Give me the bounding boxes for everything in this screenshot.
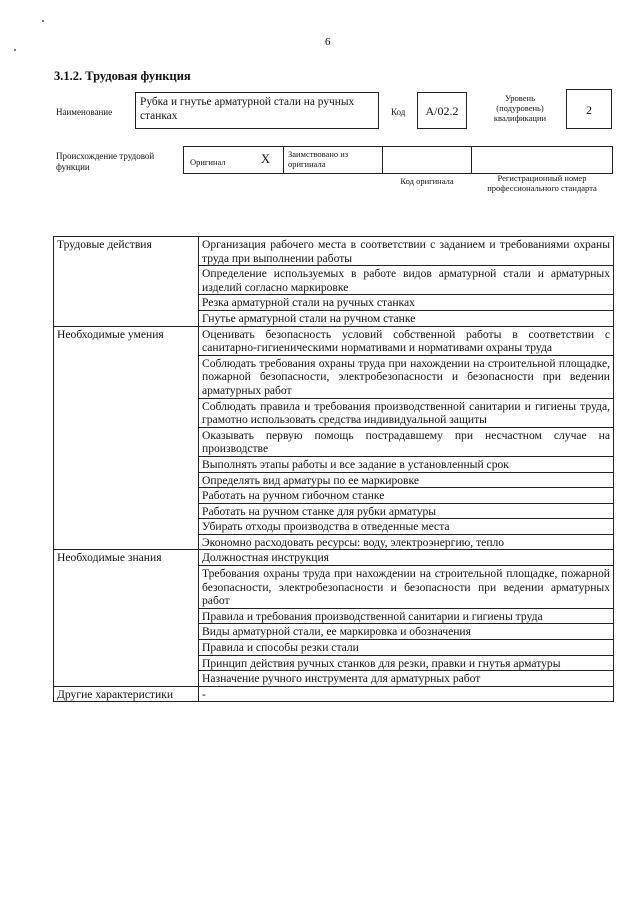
table-cell: Соблюдать правила и требования производственной санитарии и гигиены труда, грамотно использовать средства индивидуальной защиты bbox=[199, 398, 614, 427]
labor-function-table bbox=[53, 236, 614, 702]
section-title: 3.1.2. Трудовая функция bbox=[54, 69, 191, 83]
name-field bbox=[135, 92, 379, 129]
table-cell: Выполнять этапы работы и все задание в установленный срок bbox=[199, 456, 614, 472]
table-cell: Назначение ручного инструмента для арматурных работ bbox=[199, 671, 614, 687]
code-field bbox=[417, 92, 467, 129]
table-cell: - bbox=[199, 686, 614, 702]
reg-number-caption: Регистрационный номер профессионального стандарта bbox=[487, 173, 597, 193]
borrowed-label: Заимствовано из оригинала bbox=[288, 149, 349, 169]
table-cell: Экономно расходовать ресурсы: воду, электроэнергию, тепло bbox=[199, 534, 614, 550]
table-cell: Определение используемых в работе видов арматурной стали и арматурных изделий согласно маркировке bbox=[199, 266, 614, 295]
table-row bbox=[54, 550, 614, 566]
name-label: Наименование bbox=[56, 107, 113, 117]
section-heading: Необходимые знания bbox=[54, 550, 199, 686]
code-label: Код bbox=[391, 107, 406, 117]
table-cell: Должностная инструкция bbox=[199, 550, 614, 566]
table-cell: Виды арматурной стали, ее маркировка и обозначения bbox=[199, 624, 614, 640]
level-field bbox=[566, 89, 612, 129]
table-cell: Работать на ручном гибочном станке bbox=[199, 488, 614, 504]
original-label: Оригинал bbox=[190, 157, 226, 167]
origin-table bbox=[183, 146, 613, 174]
table-cell: Гнутье арматурной стали на ручном станке bbox=[199, 310, 614, 326]
page-number: 6 bbox=[325, 36, 331, 48]
table-cell: Требования охраны труда при нахождении на строительной площадке, пожарной безопасности, электробезопасности и безопасности при ведении арматурных работ bbox=[199, 566, 614, 609]
name-value: Рубка и гнутье арматурной стали на ручных станках bbox=[140, 96, 355, 122]
table-row bbox=[54, 686, 614, 702]
table-row bbox=[54, 237, 614, 266]
table-cell: Резка арматурной стали на ручных станках bbox=[199, 295, 614, 311]
table-cell: Убирать отходы производства в отведенные места bbox=[199, 519, 614, 535]
table-row bbox=[54, 326, 614, 355]
section-heading: Другие характеристики bbox=[54, 686, 199, 702]
origin-label: Происхождение трудовой функции bbox=[56, 151, 155, 172]
level-value: 2 bbox=[586, 103, 592, 117]
level-label: Уровень (подуровень) квалификации bbox=[493, 93, 547, 123]
scan-speck bbox=[42, 20, 44, 22]
table-cell: Правила и требования производственной санитарии и гигиены труда bbox=[199, 608, 614, 624]
code-value: А/02.2 bbox=[425, 104, 459, 118]
scan-speck bbox=[14, 49, 16, 51]
table-cell: Организация рабочего места в соответствии с заданием и требованиями охраны труда при выполнении работы bbox=[199, 237, 614, 266]
original-mark: X bbox=[261, 152, 271, 166]
table-cell: Оказывать первую помощь пострадавшему при несчастном случае на производстве bbox=[199, 427, 614, 456]
section-heading: Необходимые умения bbox=[54, 326, 199, 550]
table-cell: Принцип действия ручных станков для резки, правки и гнутья арматуры bbox=[199, 655, 614, 671]
table-cell: Правила и способы резки стали bbox=[199, 640, 614, 656]
table-cell: Соблюдать требования охраны труда при нахождении на строительной площадке, пожарной безопасности, электробезопасности и безопасности при ведении арматурных работ bbox=[199, 355, 614, 398]
section-heading: Трудовые действия bbox=[54, 237, 199, 327]
table-cell: Оценивать безопасность условий собственной работы в соответствии с санитарно-гигиеническими нормативами и нормативами охраны труда bbox=[199, 326, 614, 355]
code-original-caption: Код оригинала bbox=[400, 176, 454, 186]
table-cell: Определять вид арматуры по ее маркировке bbox=[199, 472, 614, 488]
table-cell: Работать на ручном станке для рубки арматуры bbox=[199, 503, 614, 519]
